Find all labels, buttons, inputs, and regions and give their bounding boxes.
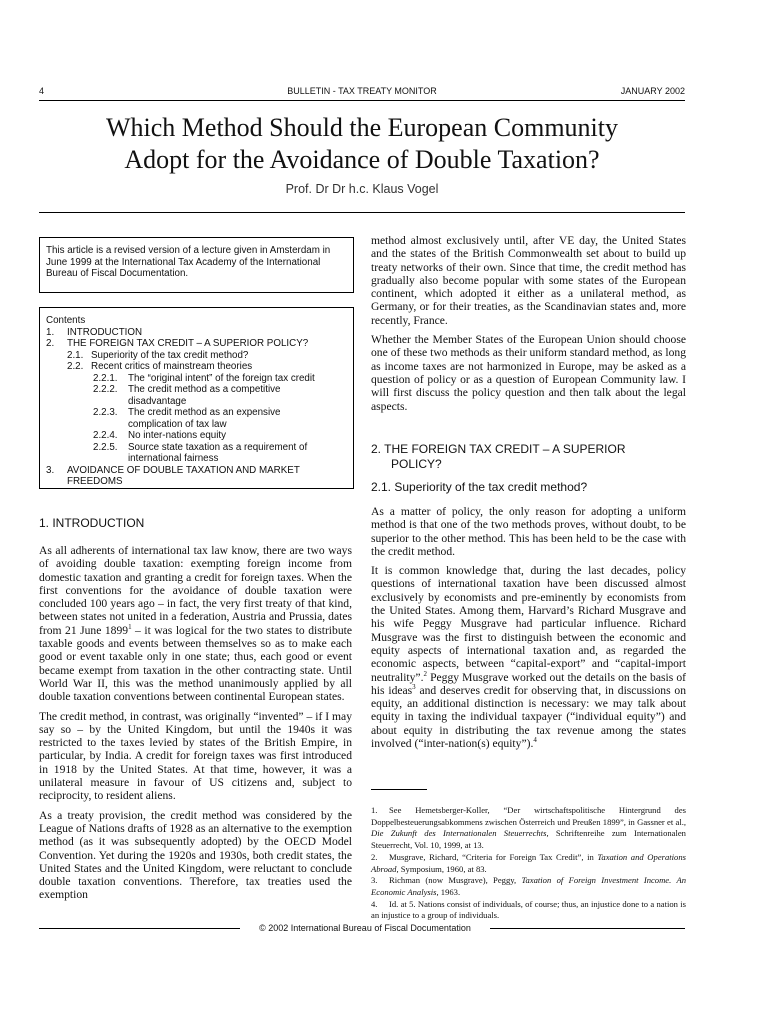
toc-item-continuation: FREEDOMS xyxy=(67,476,123,487)
section-heading-introduction: 1. INTRODUCTION xyxy=(39,516,145,530)
running-header xyxy=(39,86,685,100)
paragraph: It is common knowledge that, during the last decades, policy questions of international taxation have been discussed almost exclusively by economists and pre-eminently by economists from the United States. Among them, Harvard’s Richard Musgrave and his wife Peggy Musgrave had particular influence. Richard Musgrave was the first to distinguish between the economic and equity aspects of international taxation and, as regarded the economic aspects, between “capital-export” and “capital-import neutrality”.$^2$ Peggy Musgrave worked out the details on the basis of his ideas$^3$ and deserves credit for observing that, in discussions on equity, an additional distinction is necessary: we may talk about equity in taxing the individual taxpayer (“individual equity”) and about equity in distributing the tax revenue among the states involved (“inter-nation(s) equity”).$^4$ xyxy=(371,564,687,751)
right-column-section2-body xyxy=(371,505,686,756)
toc-item[interactable]: 2. THE FOREIGN TAX CREDIT – A SUPERIOR POLICY? xyxy=(46,338,309,349)
toc-title: Contents xyxy=(46,315,86,326)
subsection-heading-superiority: 2.1. Superiority of the tax credit method? xyxy=(371,480,588,494)
section-heading-foreign-tax-credit: 2. THE FOREIGN TAX CREDIT – A SUPERIOR POLICY? xyxy=(371,442,626,471)
toc-item[interactable]: 2.1. Superiority of the tax credit method? xyxy=(67,349,249,361)
bulletin-title: BULLETIN - TAX TREATY MONITOR xyxy=(287,86,437,96)
toc-item[interactable]: 2.2.1. The “original intent” of the foreign tax credit xyxy=(93,372,315,384)
author-line: Prof. Dr Dr h.c. Klaus Vogel xyxy=(285,182,439,196)
footnote-ref[interactable]: 3 xyxy=(412,683,416,691)
paragraph: The credit method, in contrast, was originally “invented” – if I may say so – by the United Kingdom, but until the 1940s it was restricted to the taxes levied by states of the British Empire, in particular, by India. A credit for foreign taxes was first introduced in 1918 by the United States. At that time, however, it was a unilateral measure in favour of US citizens and, subject to reciprocity, to resident aliens. xyxy=(39,709,352,803)
toc-item-continuation: international fairness xyxy=(128,453,219,464)
toc-item[interactable]: 2.2.4. No inter-nations equity xyxy=(93,430,227,441)
paragraph: As a treaty provision, the credit method was considered by the League of Nations drafts of 1928 as an alternative to the exemption method (as it was subsequently adopted) by the OECD Model Convention. Yet during the 1920s and 1930s, both credit states, the United States and the United Kingdom, were reluctant to conclude double taxation conventions. Therefore, tax treaties used the exemption xyxy=(39,808,352,902)
copyright-notice: © 2002 International Bureau of Fiscal Documentation xyxy=(240,922,490,934)
footnote: 4. Id. at 5. Nations consist of individuals, of course; thus, an injustice done to a nation is an injustice to a group of individuals. xyxy=(371,898,686,921)
footnote: 1. See Hemetsberger-Koller, “Der wirtschaftspolitische Hintergrund des Doppelbesteuerungsabkommens zwischen Österreich und Preußen 1899”, in Gassner et al., Die Zukunft des Internationalen Steuerrechts, Schriftenreihe zum Internationalen Steuerrecht, Vol. 10, 1999, at 13. xyxy=(371,805,686,851)
footnote: 3. Richman (now Musgrave), Peggy, Taxation of Foreign Investment Income. An Economic Analysis, 1963. xyxy=(371,875,686,897)
toc-item-continuation: disadvantage xyxy=(128,395,187,407)
footnote-rule xyxy=(371,789,427,790)
paragraph: As all adherents of international tax law know, there are two ways of avoiding double taxation: exempting foreign income from domestic taxation and granting a credit for foreign taxes. When the first conventions for the avoidance of double taxation were concluded 100 years ago – in fact, the very first treaty of that kind, between states not united in a federation, Austria and Prussia, dates from 21 June 1899$^1$ – it was logical for the two states to distribute taxable goods and events between themselves so as to make each good or event taxable only in one state; thus, each good or event became exempt from taxation in the other contracting state. Until World War II, this was the method unanimously applied by all double taxation conventions between continental European states. xyxy=(39,544,352,704)
editorial-note-text: This article is a revised version of a lecture given in Amsterdam in June 1999 at the International Tax Academy of the International Bureau of Fiscal Documentation. xyxy=(46,245,331,279)
paragraph: As a matter of policy, the only reason for adopting a uniform method is that one of the two methods proves, without doubt, to be superior to the other method. This has been held to be the case with the credit method. xyxy=(371,505,686,558)
footnote-ref[interactable]: 1 xyxy=(128,622,132,631)
toc-item[interactable]: 2.2.5. Source state taxation as a requirement of xyxy=(93,441,308,453)
table-of-contents xyxy=(39,307,354,489)
title-line-2: Adopt for the Avoidance of Double Taxation? xyxy=(124,145,600,174)
article-title xyxy=(39,112,685,176)
title-line-1: Which Method Should the European Community xyxy=(106,113,618,142)
page-number: 4 xyxy=(39,86,45,96)
footnote-ref[interactable]: 2 xyxy=(423,669,427,678)
paragraph: method almost exclusively until, after VE day, the United States and the states of the British Commonwealth set about to build up treaty networks of their own. Since that time, the credit method has gradually also become popular with some states of the European continent, which adopted it either as a unilateral method, as Germany, or for their treaties, as the Scandinavian states and, more recently, France. xyxy=(371,234,686,327)
footnote-ref[interactable]: 4 xyxy=(533,736,537,745)
toc-item[interactable]: 2.2. Recent critics of mainstream theories xyxy=(67,361,253,372)
editorial-note-box xyxy=(39,237,354,293)
toc-item[interactable]: 2.2.3. The credit method as an expensive xyxy=(93,407,281,418)
header-rule xyxy=(39,100,685,101)
title-rule xyxy=(39,212,685,213)
footnotes xyxy=(371,805,686,922)
footnote: 2. Musgrave, Richard, “Criteria for Foreign Tax Credit”, in Taxation and Operations Abroad, Symposium, 1960, at 83. xyxy=(371,851,686,874)
issue-date: JANUARY 2002 xyxy=(620,86,685,96)
toc-item-continuation: complication of tax law xyxy=(128,418,227,430)
toc-item[interactable]: 1. INTRODUCTION xyxy=(46,326,143,338)
toc-item[interactable]: 3. AVOIDANCE OF DOUBLE TAXATION AND MARKET xyxy=(46,464,300,476)
toc-item[interactable]: 2.2.2. The credit method as a competitive xyxy=(93,384,281,395)
paragraph: Whether the Member States of the European Union should choose one of these two methods as their uniform standard method, as long as income taxes are not harmonized in Europe, may be asked as a question of policy or as a question of European Community law. I will first discuss the policy question and then talk about the legal aspects. xyxy=(371,333,686,413)
right-column-body xyxy=(371,234,686,419)
left-column-body xyxy=(39,544,352,908)
